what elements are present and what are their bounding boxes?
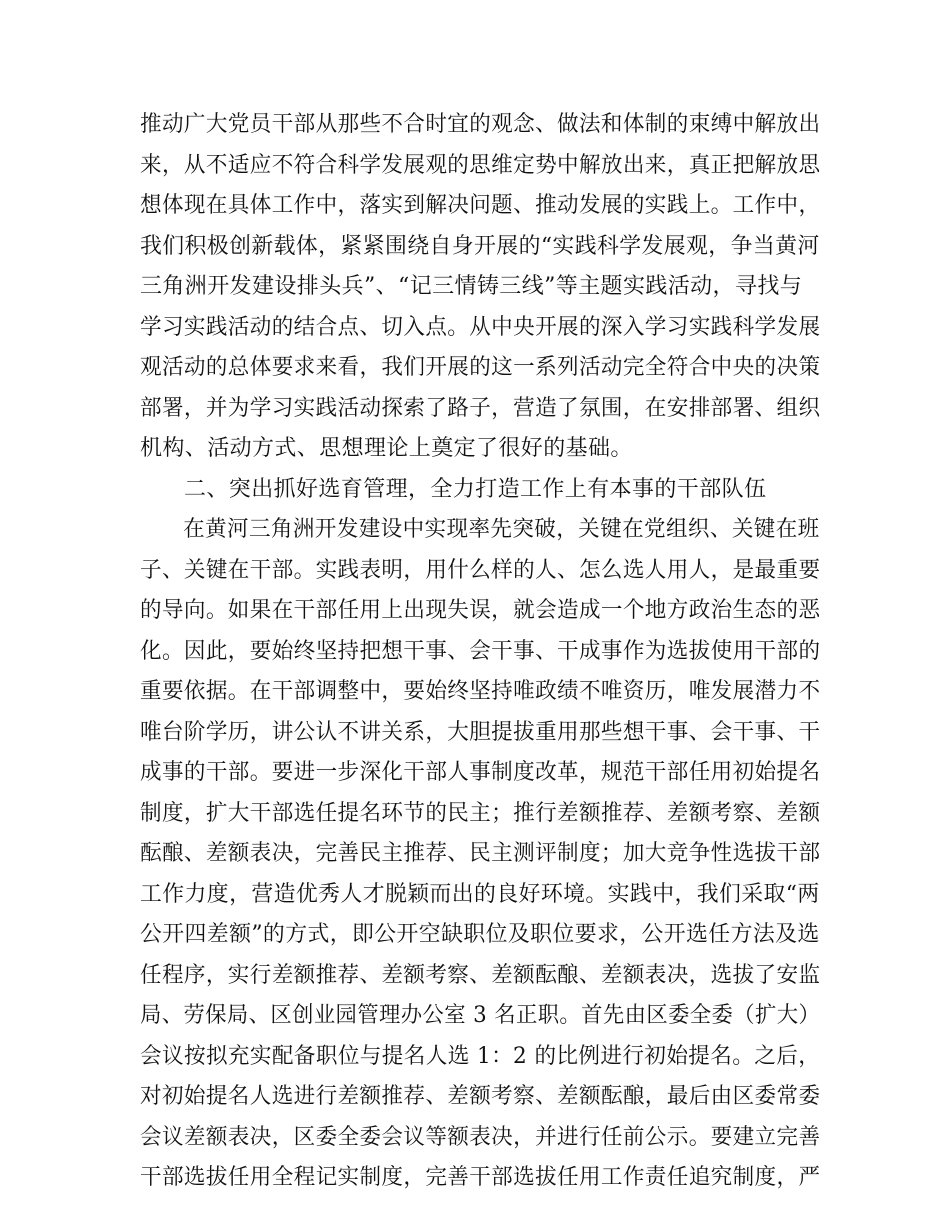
body-text <box>140 105 820 1199</box>
text-line: 干部选拔任用全程记实制度，完善干部选拔任用工作责任追究制度，严 <box>140 1165 821 1190</box>
text-line: 化。因此，要始终坚持把想干事、会干事、干成事作为选拔使用干部的 <box>140 638 821 664</box>
text-line: 来，从不适应不符合科学发展观的思维定势中解放出来，真正把解放思 <box>140 152 821 178</box>
text-line: 学习实践活动的结合点、切入点。从中央开展的深入学习实践科学发展 <box>140 314 821 340</box>
text-line: 会议按拟充实配备职位与提名人选 1：2 的比例进行初始提名。之后， <box>140 1043 821 1069</box>
text-line: 制度，扩大干部选任提名环节的民主；推行差额推荐、差额考察、差额 <box>140 800 821 826</box>
text-line: 的导向。如果在干部任用上出现失误，就会造成一个地方政治生态的恶 <box>140 598 821 623</box>
text-line: 成事的干部。要进一步深化干部人事制度改革，规范干部任用初始提名 <box>140 760 821 785</box>
text-line: 局、劳保局、区创业园管理办公室 3 名正职。首先由区委全委（扩大） <box>140 1003 821 1028</box>
text-line: 公开四差额”的方式，即公开空缺职位及职位要求，公开选任方法及选 <box>140 922 820 947</box>
text-line: 在黄河三角洲开发建设中实现率先突破，关键在党组织、关键在班 <box>183 517 820 542</box>
text-line: 会议差额表决，区委全委会议等额表决，并进行任前公示。要建立完善 <box>140 1124 821 1150</box>
text-line: 重要依据。在干部调整中，要始终坚持唯政绩不唯资历，唯发展潜力不 <box>140 679 821 704</box>
text-line: 机构、活动方式、思想理论上奠定了很好的基础。 <box>140 436 633 461</box>
text-line: 我们积极创新载体，紧紧围绕自身开展的“实践科学发展观，争当黄河 <box>140 233 820 259</box>
text-line: 部署，并为学习实践活动探索了路子，营造了氛围，在安排部署、组织 <box>140 395 821 421</box>
text-line: 想体现在具体工作中，落实到解决问题、推动发展的实践上。工作中， <box>140 193 821 218</box>
text-line: 子、关键在干部。实践表明，用什么样的人、怎么选人用人，是最重要 <box>140 557 821 583</box>
text-line: 任程序，实行差额推荐、差额考察、差额酝酿、差额表决，选拔了安监 <box>140 962 821 988</box>
text-line: 酝酿、差额表决，完善民主推荐、民主测评制度；加大竞争性选拔干部 <box>140 841 821 866</box>
text-line: 三角洲开发建设排头兵”、“记三情铸三线”等主题实践活动，寻找与 <box>140 274 803 299</box>
text-line: 工作力度，营造优秀人才脱颖而出的良好环境。实践中，我们采取“两 <box>140 881 820 907</box>
text-line: 二、突出抓好选育管理，全力打造工作上有本事的干部队伍 <box>184 476 767 502</box>
text-line: 对初始提名人选进行差额推荐、差额考察、差额酝酿，最后由区委常委 <box>140 1084 821 1109</box>
text-line: 观活动的总体要求来看，我们开展的这一系列活动完全符合中央的决策 <box>140 355 821 380</box>
text-line: 推动广大党员干部从那些不合时宜的观念、做法和体制的束缚中解放出 <box>140 112 821 137</box>
text-line: 唯台阶学历，讲公认不讲关系，大胆提拔重用那些想干事、会干事、干 <box>140 719 821 745</box>
